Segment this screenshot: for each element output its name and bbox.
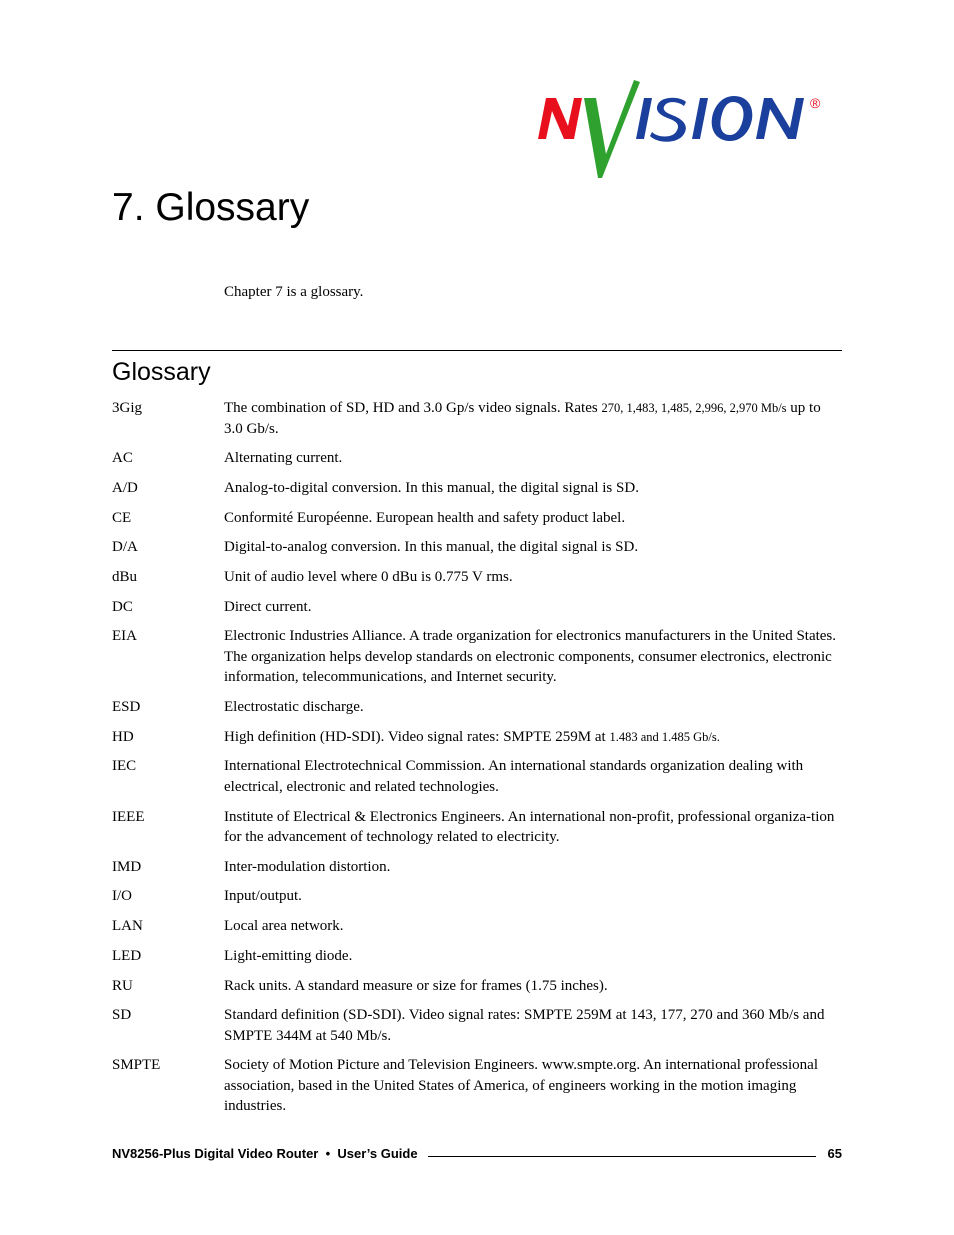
- section-divider: [112, 350, 842, 351]
- glossary-entry: [112, 508, 842, 529]
- glossary-term: DC: [112, 598, 133, 615]
- definition-text: Local area network.: [224, 918, 344, 935]
- glossary-definition: [224, 916, 842, 937]
- definition-text: Input/output.: [224, 888, 302, 905]
- glossary-entry: [112, 597, 842, 618]
- definition-text: Direct current.: [224, 598, 312, 615]
- glossary-term: D/A: [112, 539, 138, 556]
- glossary-term: A/D: [112, 479, 138, 496]
- page-footer: [112, 1143, 842, 1163]
- glossary-definition: [224, 697, 842, 718]
- glossary-definition: [224, 946, 842, 967]
- glossary-entry: [112, 697, 842, 718]
- glossary-definition: [224, 1055, 842, 1117]
- footer-title: NV8256-Plus Digital Video Router • User’s Guide: [112, 1145, 418, 1161]
- glossary-entry: [112, 857, 842, 878]
- glossary-definition: [224, 478, 842, 499]
- glossary-term: dBu: [112, 568, 138, 585]
- glossary-definition: [224, 597, 842, 618]
- glossary-entry: [112, 448, 842, 469]
- footer-rule: [428, 1156, 816, 1157]
- glossary-entry: [112, 756, 842, 797]
- chapter-intro: Chapter 7 is a glossary.: [224, 284, 364, 300]
- glossary-entry: [112, 886, 842, 907]
- section-heading: Glossary: [112, 358, 211, 386]
- definition-text: Analog-to-digital conversion. In this manual, the digital signal is SD.: [224, 479, 639, 496]
- glossary-term: RU: [112, 977, 133, 994]
- glossary-entry: [112, 626, 842, 688]
- definition-text: Alternating current.: [224, 450, 343, 467]
- definition-text: Unit of audio level where 0 dBu is 0.775 V rms.: [224, 568, 513, 585]
- glossary-definition: [224, 886, 842, 907]
- glossary-term: IEC: [112, 758, 137, 775]
- glossary-entry: [112, 976, 842, 997]
- glossary-term: I/O: [112, 888, 132, 905]
- glossary-definition: [224, 727, 842, 748]
- definition-text: International Electrotechnical Commission. An international standards organization dealing with electrical, electronic and related technologies.: [224, 758, 804, 795]
- glossary-definition: [224, 807, 842, 848]
- glossary-entry: [112, 398, 842, 439]
- glossary-entry: [112, 807, 842, 848]
- glossary-term: IMD: [112, 858, 142, 875]
- glossary-term: AC: [112, 450, 133, 467]
- glossary-definition: [224, 398, 842, 439]
- definition-text: Society of Motion Picture and Television Engineers. www.smpte.org. An international professional association, based in the United States of America, of engineers working in the motion imaging industries.: [224, 1057, 818, 1115]
- definition-text: 1.483 and 1.485 Gb/s.: [609, 729, 720, 744]
- definition-text: Electronic Industries Alliance. A trade organization for electronics manufacturers in the United States. The organization helps develop standards on electronic components, consumer electronics, electronic information, telecommunications, and Internet security.: [224, 628, 837, 686]
- glossary-list: [112, 398, 842, 1126]
- chapter-title: 7. Glossary: [112, 186, 310, 229]
- glossary-term: CE: [112, 509, 132, 526]
- definition-text: Rack units. A standard measure or size for frames (1.75 inches).: [224, 977, 608, 994]
- glossary-term: 3Gig: [112, 400, 142, 416]
- glossary-term: ESD: [112, 699, 141, 715]
- glossary-definition: [224, 537, 842, 558]
- definition-text: The combination of SD, HD and 3.0 Gp/s video signals. Rates: [224, 400, 602, 416]
- definition-text: Digital-to-analog conversion. In this manual, the digital signal is SD.: [224, 539, 639, 556]
- registered-mark: ®: [810, 95, 821, 111]
- glossary-definition: [224, 567, 842, 588]
- glossary-term: EIA: [112, 628, 137, 645]
- glossary-entry: [112, 567, 842, 588]
- glossary-term: LAN: [112, 918, 143, 935]
- glossary-definition: [224, 448, 842, 469]
- glossary-entry: [112, 478, 842, 499]
- glossary-term: SD: [112, 1007, 132, 1024]
- definition-text: Conformité Européenne. European health and safety product label.: [224, 509, 626, 526]
- glossary-entry: [112, 1055, 842, 1117]
- glossary-definition: [224, 626, 842, 688]
- definition-text: 270, 1,483, 1,485, 2,996, 2,970 Mb/s: [601, 401, 787, 415]
- glossary-definition: [224, 1005, 842, 1046]
- definition-text: Light-emitting diode.: [224, 947, 353, 964]
- definition-text: up to 3.0 Gb/s.: [224, 400, 821, 437]
- definition-text: Standard definition (SD-SDI). Video signal rates: SMPTE 259M at 143, 177, 270 and 360 Mb/s and SMPTE 344M at 540 Mb/s.: [224, 1007, 825, 1044]
- definition-text: Institute of Electrical & Electronics Engineers. An international non-profit, professional organiza-tion for the advancement of technology related to electricity.: [224, 808, 835, 846]
- definition-text: High definition (HD-SDI). Video signal rates: SMPTE 259M at: [224, 728, 610, 745]
- definition-text: Electrostatic discharge.: [224, 699, 364, 715]
- definition-text: Inter-modulation distortion.: [224, 858, 391, 875]
- glossary-term: IEEE: [112, 808, 145, 825]
- glossary-entry: [112, 1005, 842, 1046]
- glossary-entry: [112, 946, 842, 967]
- glossary-definition: [224, 508, 842, 529]
- nvision-logo: [534, 76, 844, 182]
- glossary-definition: [224, 756, 842, 797]
- glossary-entry: [112, 916, 842, 937]
- glossary-term: SMPTE: [112, 1057, 161, 1074]
- glossary-term: HD: [112, 728, 134, 745]
- glossary-entry: [112, 537, 842, 558]
- glossary-term: LED: [112, 947, 142, 964]
- glossary-entry: [112, 727, 842, 748]
- glossary-definition: [224, 976, 842, 997]
- glossary-definition: [224, 857, 842, 878]
- page-number: 65: [827, 1145, 842, 1161]
